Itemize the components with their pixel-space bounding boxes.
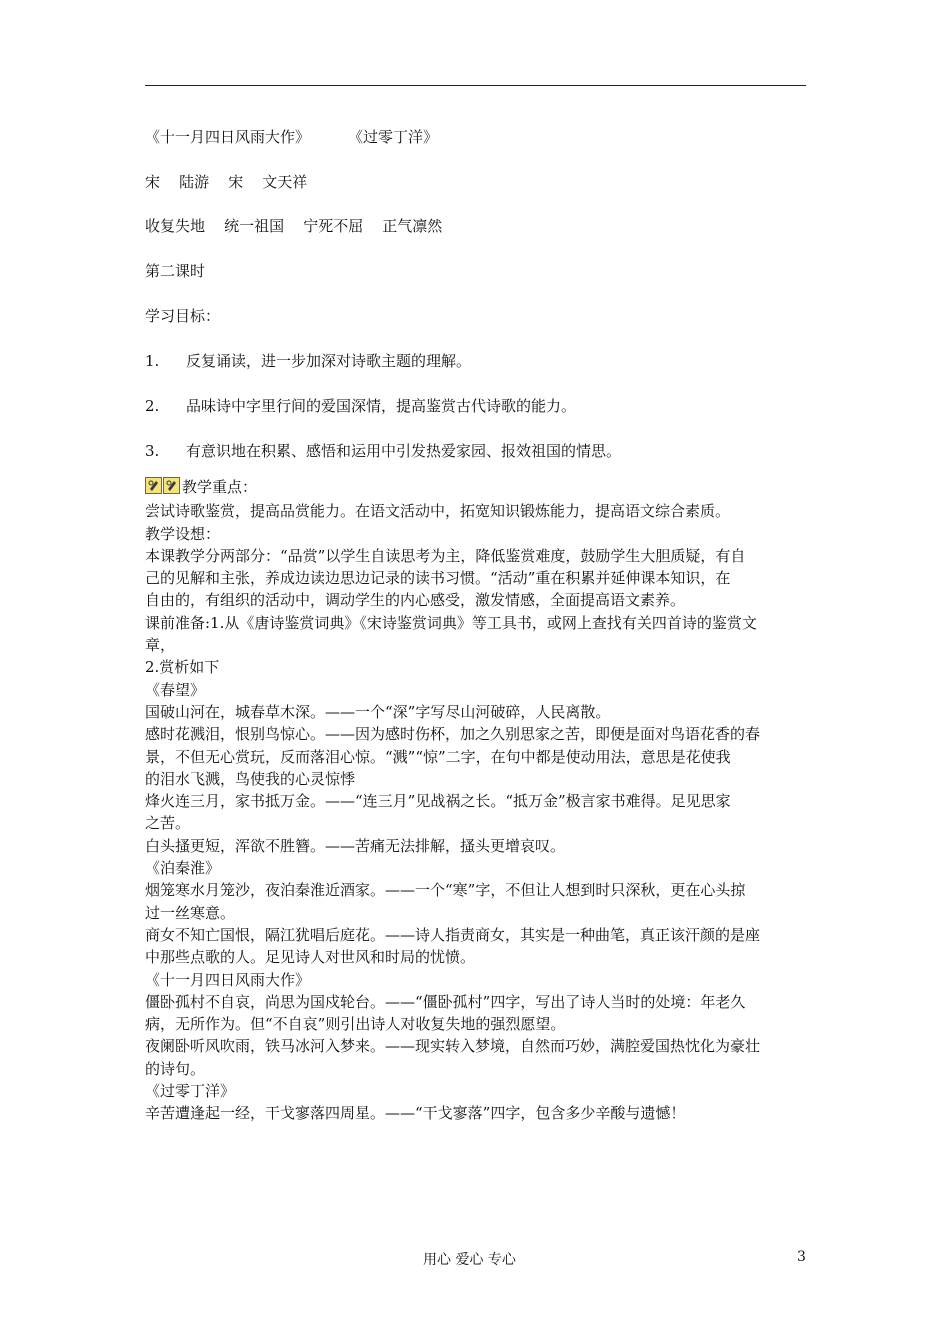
text-line: 辛苦遭逢起一经，干戈寥落四周星。——“干戈寥落”四字，包含多少辛酸与遗憾！ — [145, 1104, 686, 1123]
objective-text: 有意识地在积累、感悟和运用中引发热爱家园、报效祖国的情思。 — [186, 442, 622, 460]
text-line: 国破山河在，城春草木深。——一个“深”字写尽山河破碎，人民离散。 — [145, 702, 611, 721]
objective-number: 3. — [145, 442, 160, 460]
poem-titles-line — [145, 127, 438, 147]
text-line: 感时花溅泪，恨别鸟惊心。——因为感时伤杯，加之久别思家之苦，即便是面对鸟语花香的春 — [145, 725, 761, 744]
text-line: 本课教学分两部分：“品赏”以学生自读思考为主，降低鉴赏难度，鼓励学生大胆质疑，有自 — [145, 546, 746, 565]
objective-text: 反复诵读，进一步加深对诗歌主题的理解。 — [186, 352, 472, 370]
pencil-badge-icon — [145, 477, 162, 494]
text-line: 尝试诗歌鉴赏，提高品赏能力。在语文活动中，拓宽知识锻炼能力，提高语文综合素质。 — [145, 502, 731, 521]
poem-title: 《过零丁洋》 — [348, 128, 439, 146]
page-number: 3 — [797, 1249, 806, 1265]
objective-number: 1. — [145, 352, 160, 370]
theme: 正气凛然 — [382, 217, 443, 235]
dynasty: 宋 — [228, 173, 244, 191]
objective-item — [145, 396, 576, 416]
text-line: 景，不但无心赏玩，反而落泪心惊。“溅”“惊”二字，在句中都是使动用法，意思是花使我 — [145, 747, 731, 766]
themes-line — [145, 216, 442, 236]
text-line: 之苦。 — [145, 814, 191, 833]
poem-heading: 《十一月四日风雨大作》 — [145, 970, 311, 989]
text-line: 课前准备:1.从《唐诗鉴赏词典》《宋诗鉴赏词典》等工具书，或网上查找有关四首诗的鉴赏文 — [145, 613, 757, 632]
text-line: 自由的，有组织的活动中，调动学生的内心感受，激发情感，全面提高语文素养。 — [145, 591, 686, 610]
key-points-heading: 教学重点： — [145, 476, 807, 500]
text-line: 烽火连三月，家书抵万金。——“连三月”见战祸之长。“抵万金”极言家书难得。足见思家 — [145, 792, 731, 811]
text-line: 僵卧孤村不自哀，尚思为国戍轮台。——“僵卧孤村”四字，写出了诗人当时的处境：年老久 — [145, 992, 746, 1011]
text-line: 商女不知亡国恨，隔江犹唱后庭花。——诗人指责商女，其实是一种曲笔，真正该汗颜的是座 — [145, 925, 761, 944]
text-line: 己的见解和主张，养成边读边思边记录的读书习惯。“活动”重在积累并延伸课本知识，在 — [145, 569, 731, 588]
objective-text: 品味诗中字里行间的爱国深情，提高鉴赏古代诗歌的能力。 — [186, 397, 577, 415]
lesson-heading: 第二课时 — [145, 262, 206, 280]
theme: 统一祖国 — [224, 217, 285, 235]
footer-motto: 用心 爱心 专心 — [423, 1252, 516, 1268]
poem-heading: 《春望》 — [145, 680, 206, 699]
authors-line — [145, 172, 307, 192]
text-line: 教学设想： — [145, 524, 221, 543]
objectives-title: 学习目标： — [145, 307, 221, 325]
objective-item — [145, 351, 471, 371]
dynasty: 宋 — [145, 173, 161, 191]
text-line: 的泪水飞溅，鸟使我的心灵惊悸 — [145, 769, 356, 788]
text-line: 烟笼寒水月笼沙，夜泊秦淮近酒家。——一个“寒”字，不但让人想到时只深秋，更在心头掠 — [145, 881, 746, 900]
body-text — [145, 476, 807, 1125]
objective-number: 2. — [145, 397, 160, 415]
header-rule — [145, 85, 806, 86]
text-line: 白头搔更短，浑欲不胜簪。——苦痛无法排解，搔头更增哀叹。 — [145, 836, 566, 855]
objective-item — [145, 441, 621, 461]
poem-title: 《十一月四日风雨大作》 — [145, 128, 311, 146]
poem-heading: 《过零丁洋》 — [145, 1082, 236, 1101]
text-line: 夜阑卧听风吹雨，铁马冰河入梦来。——现实转入梦境，自然而巧妙，满腔爱国热忱化为豪壮 — [145, 1037, 761, 1056]
poem-heading: 《泊秦淮》 — [145, 859, 221, 878]
theme: 宁死不屈 — [303, 217, 364, 235]
text-line: 过一丝寒意。 — [145, 903, 236, 922]
text-line: 中那些点歌的人。足见诗人对世风和时局的忧愤。 — [145, 948, 476, 967]
pencil-badge-icon — [163, 477, 180, 494]
theme: 收复失地 — [145, 217, 206, 235]
icon-group — [145, 477, 181, 500]
author: 文天祥 — [262, 173, 308, 191]
text-line: 的诗句。 — [145, 1059, 206, 1078]
author: 陆游 — [179, 173, 210, 191]
text-line: 章， — [145, 636, 176, 655]
text-line: 病，无所作为。但“不自哀”则引出诗人对收复失地的强烈愿望。 — [145, 1015, 566, 1034]
text-line: 2.赏析如下 — [145, 658, 220, 677]
